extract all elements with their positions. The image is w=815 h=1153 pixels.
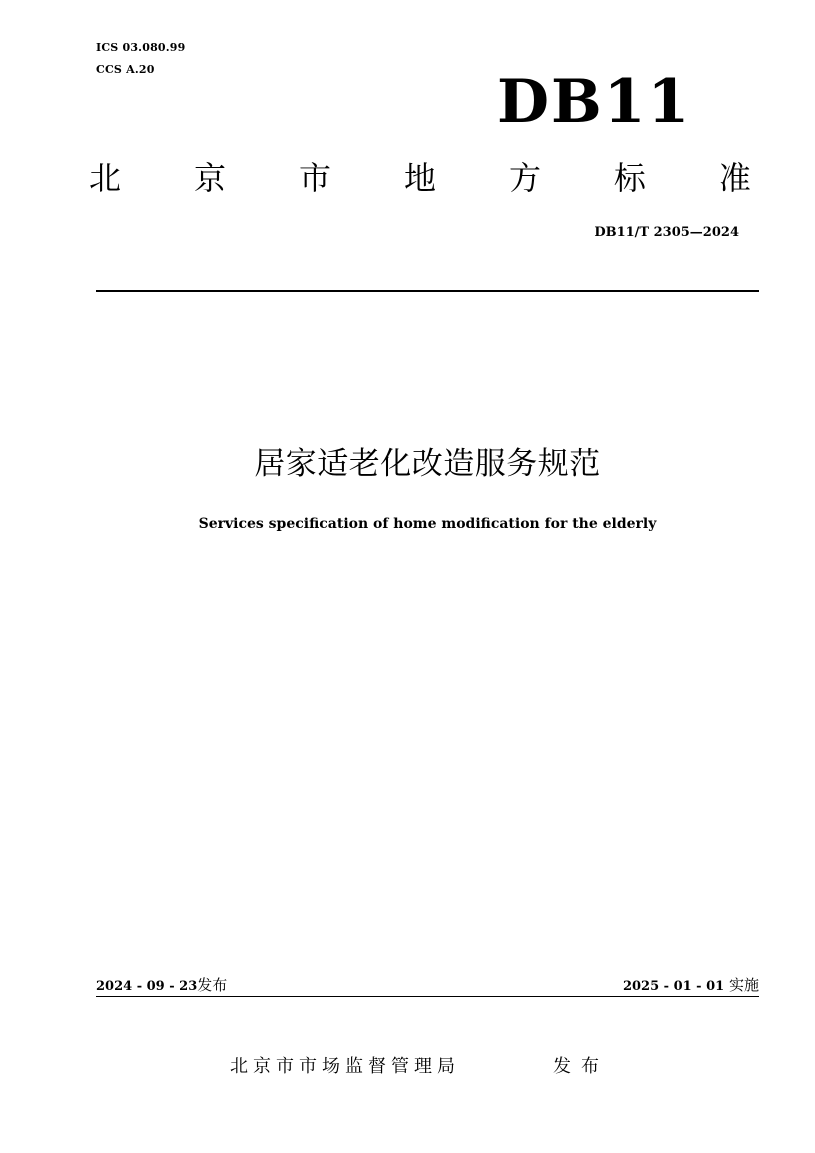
- publish-label: 发布: [197, 976, 228, 994]
- header-divider: [96, 290, 759, 292]
- issuing-authority: 北京市市场监督管理局: [230, 1056, 460, 1077]
- ics-code: ICS 03.080.99: [96, 41, 186, 54]
- implement-date-line: [623, 975, 759, 997]
- standard-type-heading: [89, 157, 751, 199]
- ccs-code: CCS A.20: [96, 63, 155, 76]
- standard-logo: DB11: [497, 67, 692, 137]
- document-title-chinese: 居家适老化改造服务规范: [254, 446, 601, 482]
- standard-number: DB11/T 2305—2024: [594, 225, 739, 240]
- standard-type-char: 北: [89, 159, 122, 197]
- standard-type-char: 京: [193, 159, 226, 197]
- issue-label: 发布: [553, 1056, 609, 1077]
- publish-date-line: [96, 975, 227, 997]
- standard-type-char: 方: [508, 159, 541, 197]
- footer-divider: [96, 996, 759, 997]
- standard-type-char: 标: [613, 159, 646, 197]
- document-title-english: Services specification of home modification for the elderly: [198, 516, 657, 532]
- implement-label: 实施: [728, 976, 759, 994]
- standard-type-char: 地: [403, 159, 436, 197]
- standard-type-char: 市: [298, 159, 331, 197]
- publish-date: 2024 - 09 - 23: [96, 979, 198, 994]
- standard-type-char: 准: [718, 159, 751, 197]
- implement-date: 2025 - 01 - 01: [622, 979, 725, 994]
